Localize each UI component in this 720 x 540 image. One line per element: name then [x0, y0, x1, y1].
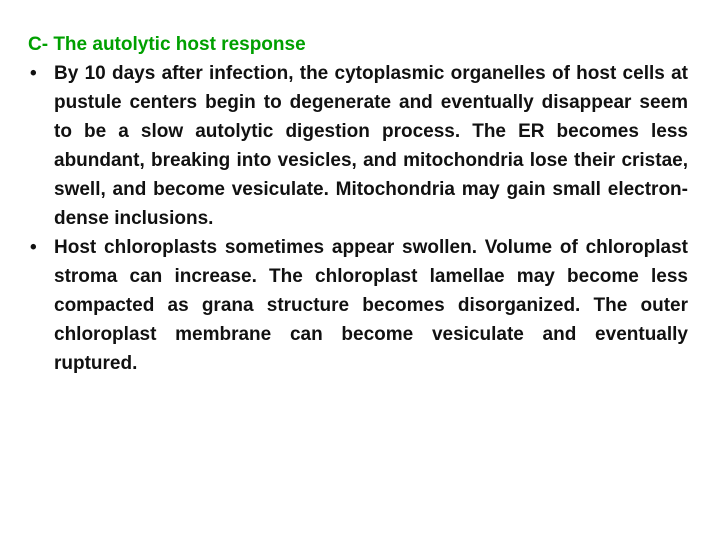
bullet-item [28, 59, 688, 233]
bullet-dot-icon: • [30, 63, 37, 84]
bullet-text: By 10 days after infection, the cytoplasmic organelles of host cells at pustule centers begin to degenerate and eventually disappear seem to be a slow autolytic digestion process. The ER becomes less abundant, breaking into vesicles, and mitochondria lose their cristae, swell, and become vesiculate. Mitochondria may gain small electron-dense inclusions. [54, 63, 688, 229]
slide-heading: C- The autolytic host response [28, 34, 306, 55]
bullet-list [28, 59, 688, 378]
slide-content [28, 30, 688, 378]
bullet-text: Host chloroplasts sometimes appear swollen. Volume of chloroplast stroma can increase. The chloroplast lamellae may become less compacted as grana structure becomes disorganized. The outer chloroplast membrane can become vesiculate and eventually ruptured. [54, 237, 688, 374]
bullet-dot-icon: • [30, 237, 37, 258]
bullet-item [28, 233, 688, 378]
